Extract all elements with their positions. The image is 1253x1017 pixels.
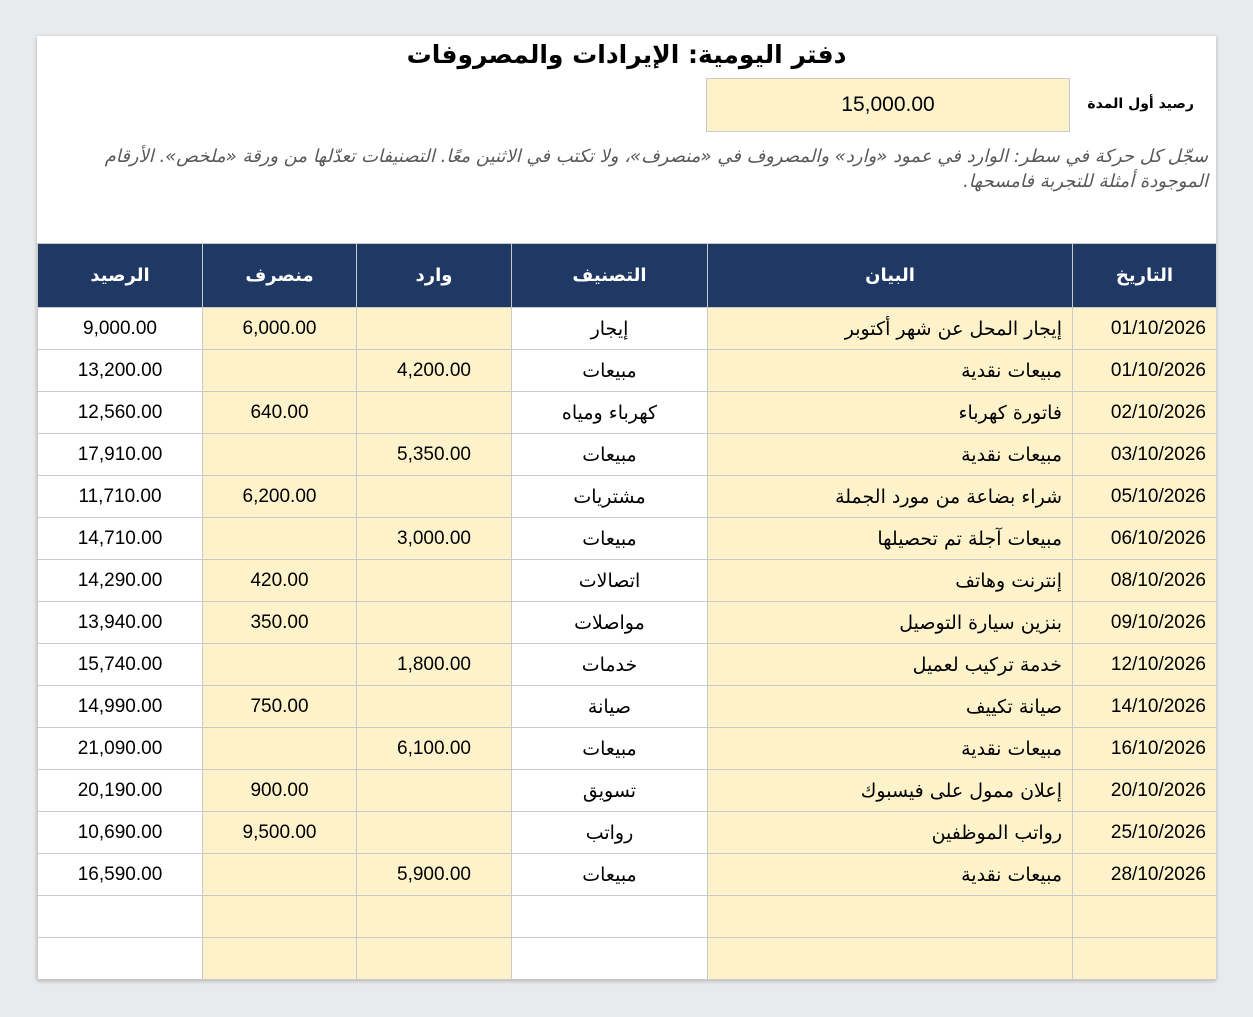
cell-category[interactable]	[512, 938, 708, 980]
cell-expense[interactable]: 750.00	[203, 686, 357, 728]
cell-date[interactable]: 05/10/2026	[1073, 476, 1217, 518]
cell-expense[interactable]	[203, 896, 357, 938]
cell-date[interactable]: 20/10/2026	[1073, 770, 1217, 812]
cell-description[interactable]: فاتورة كهرباء	[708, 392, 1073, 434]
cell-date[interactable]: 28/10/2026	[1073, 854, 1217, 896]
table-row	[38, 686, 1217, 728]
cell-balance[interactable]: 9,000.00	[38, 308, 203, 350]
cell-date[interactable]: 25/10/2026	[1073, 812, 1217, 854]
table-row	[38, 560, 1217, 602]
cell-income[interactable]	[357, 602, 512, 644]
cell-description[interactable]: مبيعات نقدية	[708, 434, 1073, 476]
cell-balance[interactable]: 20,190.00	[38, 770, 203, 812]
table-row	[38, 434, 1217, 476]
cell-balance[interactable]: 16,590.00	[38, 854, 203, 896]
cell-description[interactable]	[708, 896, 1073, 938]
cell-description[interactable]: خدمة تركيب لعميل	[708, 644, 1073, 686]
opening-balance-label: رصيد أول المدة	[1087, 96, 1194, 112]
cell-date[interactable]	[1073, 938, 1217, 980]
cell-description[interactable]: إعلان ممول على فيسبوك	[708, 770, 1073, 812]
ledger-table	[37, 243, 1216, 980]
table-row	[38, 392, 1217, 434]
cell-description[interactable]: إيجار المحل عن شهر أكتوبر	[708, 308, 1073, 350]
cell-expense[interactable]	[203, 518, 357, 560]
header-row	[38, 244, 1217, 308]
cell-income[interactable]	[357, 896, 512, 938]
column-header-date[interactable]: التاريخ	[1073, 244, 1217, 308]
cell-category[interactable]: مبيعات	[512, 434, 708, 476]
cell-category[interactable]: كهرباء ومياه	[512, 392, 708, 434]
cell-category[interactable]: إيجار	[512, 308, 708, 350]
table-row	[38, 938, 1217, 980]
table-row	[38, 308, 1217, 350]
cell-category[interactable]: رواتب	[512, 812, 708, 854]
cell-date[interactable]	[1073, 896, 1217, 938]
table-row	[38, 644, 1217, 686]
cell-expense[interactable]: 9,500.00	[203, 812, 357, 854]
cell-expense[interactable]: 900.00	[203, 770, 357, 812]
cell-category[interactable]: مبيعات	[512, 854, 708, 896]
cell-description[interactable]: مبيعات نقدية	[708, 728, 1073, 770]
table-row	[38, 854, 1217, 896]
column-header-balance[interactable]: الرصيد	[38, 244, 203, 308]
cell-description[interactable]: مبيعات آجلة تم تحصيلها	[708, 518, 1073, 560]
cell-income[interactable]: 6,100.00	[357, 728, 512, 770]
cell-expense[interactable]	[203, 434, 357, 476]
table-row	[38, 770, 1217, 812]
cell-expense[interactable]: 350.00	[203, 602, 357, 644]
page-title: دفتر اليومية: الإيرادات والمصروفات	[406, 40, 847, 69]
column-header-expense[interactable]: منصرف	[203, 244, 357, 308]
cell-income[interactable]	[357, 938, 512, 980]
cell-category[interactable]: مبيعات	[512, 518, 708, 560]
cell-category[interactable]: مبيعات	[512, 350, 708, 392]
cell-balance[interactable]: 12,560.00	[38, 392, 203, 434]
cell-date[interactable]: 08/10/2026	[1073, 560, 1217, 602]
cell-category[interactable]: مواصلات	[512, 602, 708, 644]
cell-date[interactable]: 09/10/2026	[1073, 602, 1217, 644]
cell-balance[interactable]: 13,940.00	[38, 602, 203, 644]
cell-income[interactable]: 5,350.00	[357, 434, 512, 476]
cell-income[interactable]	[357, 812, 512, 854]
table-row	[38, 350, 1217, 392]
cell-description[interactable]: شراء بضاعة من مورد الجملة	[708, 476, 1073, 518]
cell-income[interactable]	[357, 560, 512, 602]
cell-balance[interactable]: 10,690.00	[38, 812, 203, 854]
cell-expense[interactable]	[203, 350, 357, 392]
cell-income[interactable]: 5,900.00	[357, 854, 512, 896]
cell-income[interactable]	[357, 770, 512, 812]
cell-description[interactable]	[708, 938, 1073, 980]
cell-date[interactable]: 01/10/2026	[1073, 308, 1217, 350]
table-row	[38, 476, 1217, 518]
cell-income[interactable]: 1,800.00	[357, 644, 512, 686]
cell-expense[interactable]: 6,000.00	[203, 308, 357, 350]
cell-income[interactable]	[357, 476, 512, 518]
cell-balance[interactable]	[38, 896, 203, 938]
cell-expense[interactable]	[203, 854, 357, 896]
cell-expense[interactable]: 640.00	[203, 392, 357, 434]
cell-category[interactable]: مبيعات	[512, 728, 708, 770]
table-row	[38, 518, 1217, 560]
cell-date[interactable]: 06/10/2026	[1073, 518, 1217, 560]
cell-balance[interactable]: 11,710.00	[38, 476, 203, 518]
cell-balance[interactable]: 17,910.00	[38, 434, 203, 476]
spreadsheet-sheet	[37, 36, 1216, 980]
cell-income[interactable]	[357, 392, 512, 434]
cell-date[interactable]: 03/10/2026	[1073, 434, 1217, 476]
instructions-note: سجّل كل حركة في سطر: الوارد في عمود «وارد» والمصروف في «منصرف»، ولا تكتب في الاثنين معًا. التصنيفات تعدّلها من ورقة «ملخص». الأرقام الموجودة أمثلة للتجربة فامسحها.	[104, 146, 1208, 192]
cell-income[interactable]: 4,200.00	[357, 350, 512, 392]
cell-balance[interactable]: 14,990.00	[38, 686, 203, 728]
cell-expense[interactable]	[203, 728, 357, 770]
column-header-income[interactable]: وارد	[357, 244, 512, 308]
cell-expense[interactable]: 420.00	[203, 560, 357, 602]
cell-income[interactable]	[357, 308, 512, 350]
cell-balance[interactable]	[38, 938, 203, 980]
cell-description[interactable]: إنترنت وهاتف	[708, 560, 1073, 602]
table-row	[38, 812, 1217, 854]
cell-balance[interactable]: 14,290.00	[38, 560, 203, 602]
cell-date[interactable]: 02/10/2026	[1073, 392, 1217, 434]
opening-balance-cell[interactable]: 15,000.00	[706, 78, 1070, 132]
cell-date[interactable]: 12/10/2026	[1073, 644, 1217, 686]
cell-description[interactable]: رواتب الموظفين	[708, 812, 1073, 854]
cell-date[interactable]: 16/10/2026	[1073, 728, 1217, 770]
cell-description[interactable]: صيانة تكييف	[708, 686, 1073, 728]
cell-category[interactable]	[512, 896, 708, 938]
cell-date[interactable]: 01/10/2026	[1073, 350, 1217, 392]
cell-category[interactable]: صيانة	[512, 686, 708, 728]
cell-category[interactable]: مشتريات	[512, 476, 708, 518]
cell-category[interactable]: خدمات	[512, 644, 708, 686]
table-row	[38, 896, 1217, 938]
cell-balance[interactable]: 14,710.00	[38, 518, 203, 560]
cell-expense[interactable]	[203, 644, 357, 686]
cell-category[interactable]: اتصالات	[512, 560, 708, 602]
cell-expense[interactable]: 6,200.00	[203, 476, 357, 518]
cell-category[interactable]: تسويق	[512, 770, 708, 812]
table-row	[38, 602, 1217, 644]
column-header-category[interactable]: التصنيف	[512, 244, 708, 308]
cell-balance[interactable]: 13,200.00	[38, 350, 203, 392]
cell-income[interactable]	[357, 686, 512, 728]
cell-description[interactable]: بنزين سيارة التوصيل	[708, 602, 1073, 644]
cell-balance[interactable]: 15,740.00	[38, 644, 203, 686]
table-row	[38, 728, 1217, 770]
cell-balance[interactable]: 21,090.00	[38, 728, 203, 770]
cell-description[interactable]: مبيعات نقدية	[708, 854, 1073, 896]
cell-income[interactable]: 3,000.00	[357, 518, 512, 560]
cell-date[interactable]: 14/10/2026	[1073, 686, 1217, 728]
cell-expense[interactable]	[203, 938, 357, 980]
column-header-description[interactable]: البيان	[708, 244, 1073, 308]
cell-description[interactable]: مبيعات نقدية	[708, 350, 1073, 392]
